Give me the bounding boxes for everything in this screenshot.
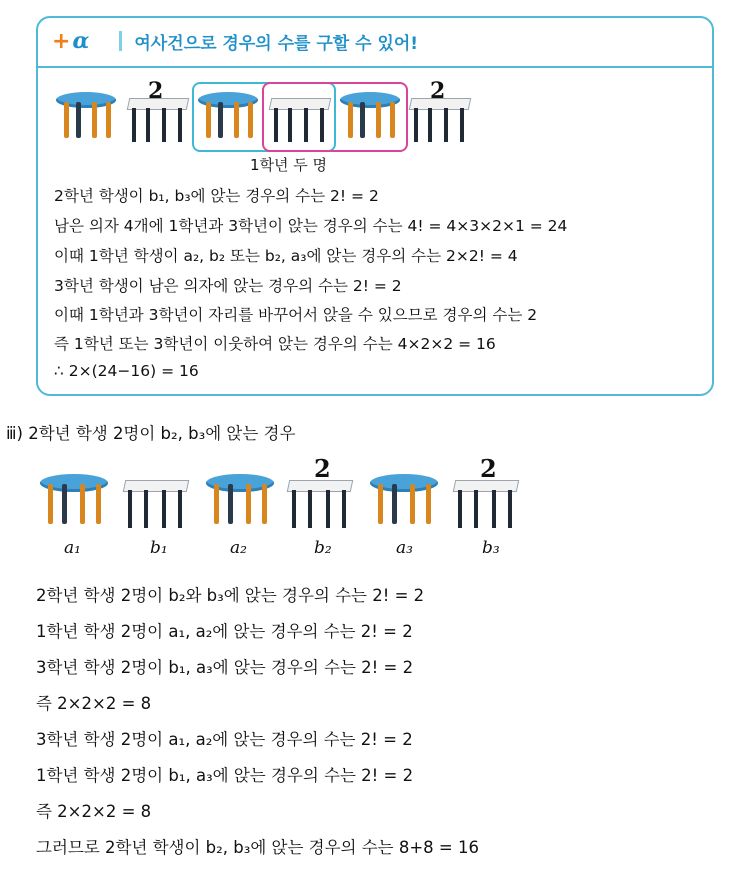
case3-heading: ⅲ) 2학년 학생 2명이 b₂, b₃에 앉는 경우 [6,424,296,443]
note-line: 남은 의자 4개에 1학년과 3학년이 앉는 경우의 수는 4! = 4×3×2×1 = 24 [54,217,568,235]
note-line: 3학년 학생이 남은 의자에 앉는 경우의 수는 2! = 2 [54,277,402,295]
case3-line: 1학년 학생 2명이 a₁, a₂에 앉는 경우의 수는 2! = 2 [36,622,413,641]
case3-line: 즉 2×2×2 = 8 [36,694,152,713]
case3-line: 즉 2×2×2 = 8 [36,802,152,821]
chair-icon [454,476,524,530]
seat-label-b2: b₂ [314,538,332,558]
header-divider [119,31,122,51]
tip-title: 여사건으로 경우의 수를 구할 수 있어! [134,33,419,54]
note-line: 이때 1학년 학생이 a₂, b₂ 또는 b₂, a₃에 앉는 경우의 수는 2×2! = 4 [54,247,518,265]
case3-conclusion: 그러므로 2학년 학생이 b₂, b₃에 앉는 경우의 수는 8+8 = 16 [36,838,479,857]
plus-alpha-icon: + α [52,28,90,54]
grade2-badge: 2 [480,454,497,483]
case3-line: 2학년 학생 2명이 b₂와 b₃에 앉는 경우의 수는 2! = 2 [36,586,425,605]
seat-label-a1: a₁ [64,538,81,558]
tip-header [52,24,692,58]
table-icon [370,474,440,528]
table-icon [40,474,110,528]
pair-highlight-pink [262,82,408,152]
grade2-badge: 2 [148,78,164,104]
chair-icon [288,476,358,530]
grade2-badge: 2 [430,78,446,104]
seat-label-b3: b₃ [482,538,500,558]
case3-line: 1학년 학생 2명이 b₁, a₃에 앉는 경우의 수는 2! = 2 [36,766,414,785]
highlight-caption: 1학년 두 명 [250,156,328,174]
case3-line: 3학년 학생 2명이 b₁, a₃에 앉는 경우의 수는 2! = 2 [36,658,414,677]
note-line: 즉 1학년 또는 3학년이 이웃하여 앉는 경우의 수는 4×2×2 = 16 [54,335,496,353]
table-icon [206,474,276,528]
seat-label-a3: a₃ [396,538,413,558]
note-line: 이때 1학년과 3학년이 자리를 바꾸어서 앉을 수 있으므로 경우의 수는 2 [54,306,538,324]
table-icon [56,92,118,142]
case3-line: 3학년 학생 2명이 a₁, a₂에 앉는 경우의 수는 2! = 2 [36,730,413,749]
chair-icon [124,476,194,530]
seat-label-a2: a₂ [230,538,247,558]
seat-label-b1: b₁ [150,538,168,558]
note-line-conclusion: ∴ 2×(24−16) = 16 [54,362,199,380]
grade2-badge: 2 [314,454,331,483]
note-line: 2학년 학생이 b₁, b₃에 앉는 경우의 수는 2! = 2 [54,187,379,205]
